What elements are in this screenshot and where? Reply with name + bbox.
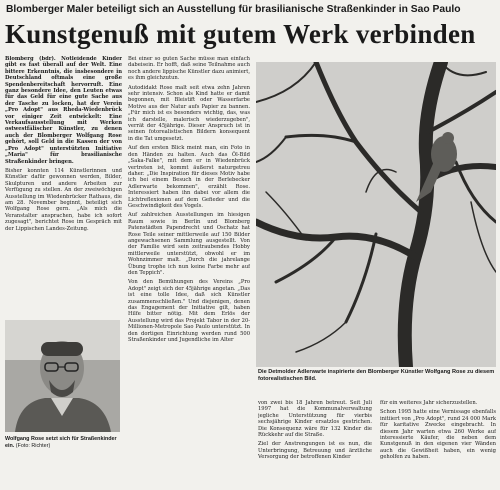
body-paragraph: Von den Bemühungen des Vereins „Pro Adopt" zeigt sich der 45jährige angetan. „Das ist eine tolle Idee, daß sich Künstler zusammenschließen." Und diejenigen, denen das Engagement der Initiative gilt, haben Hilfe bitter nötig. Mit dem Erlös der Ausstellung wird das Projekt Tabor in der 20-Millionen-Metropole Sao Paulo unterstützt. In den dortigen Einrichtung werden rund 500 Straßenkinder und Jugendliche im Alter (128, 279, 250, 344)
portrait-illustration (5, 320, 120, 432)
portrait-photo (5, 320, 120, 432)
article-column-4 (380, 400, 496, 488)
article-column-2 (128, 56, 250, 476)
portrait-caption (5, 436, 123, 450)
article-kicker: Blomberger Maler beteiligt sich an Ausstellung für brasilianische Straßenkinder in Sao Paulo (6, 4, 461, 15)
article-column-1 (5, 56, 122, 318)
body-paragraph: Autodidakt Rose malt seit etwa zehn Jahren sehr intensiv. Schon als Kind hatte er damit begonnen, mit Bleistift oder Wasserfarbe Motive aus der Natur aufs Papier zu bannen. „Für mich ist es besonders wichtig, das, was ich darstelle, malerisch wiederzugeben", verrät der 45jährige. Dieser Anspruch ist in seinen fotorealistischen Bildern konsequent in die Tat umgesetzt. (128, 84, 250, 142)
painting-photo (256, 62, 496, 367)
article-column-3 (258, 400, 372, 488)
body-paragraph: Auf den ersten Blick meint man, ein Foto in den Händen zu halten. Auch das Öl-Bild „Saka-Falke", mit dem er in Wiedenbrück vertreten ist, kommt äußerst naturgetreu daher. „Die Inspiration für dieses Motiv habe ich bei einem Besuch in der Berlebecker Adlerwarte bekommen", erzählt Rose. Interessiert haben ihn dabei vor allem die Lichtreflexionen auf dem Gefieder und die Geschwindigkeit des Vogels. (128, 145, 250, 209)
tree-painting-illustration (256, 62, 496, 367)
painting-caption: Die Detmolder Adlerwarte inspirierte den Blomberger Künstler Wolfgang Rose zu diesem fotorealistischen Bild. (258, 369, 495, 382)
body-paragraph: Bisher konnten 114 Künstlerinnen und Künstler dafür gewonnen werden, Bilder, Skulpturen und andere Arbeiten zur Verfügung zu stellen. An der zweiwöchigen Ausstellung im Wiedenbrücker Rathaus, die am 28. November beginnt, beteiligt sich Wolfgang Rose gern. „Als mich die Veranstalter ansprachen, habe ich sofort zugesagt", berichtet Rose im Gespräch mit der Lippischen Landes-Zeitung. (5, 167, 122, 232)
photo-credit: (Foto: Richter) (15, 442, 51, 449)
article-headline: Kunstgenuß mit gutem Werk verbinden (5, 19, 476, 49)
body-paragraph: von zwei bis 18 Jahren betreut. Seit Juli 1997 hat die Kommunalverwaltung jegliche Unterstützung für vierbis sechsjährige Kinder ersatzlos gestrichen. Die Konsequenz wäre für 132 Kinder die Rückkehr auf die Straße. (258, 400, 372, 439)
portrait-caption-text: Wolfgang Rose setzt sich für Straßenkinder ein. (5, 436, 117, 449)
body-paragraph: Schon 1995 hatte eine Vernissage ebenfalls initiiert von „Pro Adopt", rund 24 000 Mark für karitative Zwecke eingebracht. In diesem Jahr warten etwa 260 Werke auf interessierte Käufer, die neben dem Kunstgenuß in den eigenen vier Wänden auch die Gewißheit haben, ein wenig geholfen zu haben. (380, 409, 496, 461)
body-paragraph: Auf zahlreichen Ausstellungen im hiesigen Raum sowie in Berlin und Blomberg Patenstädten Papendrecht und Oschatz hat Rose Teile seiner mittlerweile auf 150 Bilder angewachsenen Sammlung ausgestellt. Von der Familie wird sein zeitraubendes Hobby mittlerweile unterstützt, obwohl er im Wohnzimmer malt. „Durch die jahrelange Übung trophe ich nun keine Farbe mehr auf den Teppich". (128, 212, 250, 276)
body-paragraph: Bei einer so guten Sache müsse man einfach dabeisein. Er hofft, daß seine Teilnahme auch noch andere lippische Künstler dazu animiert, es ihm gleichzutun. (128, 56, 250, 82)
lead-paragraph: Blomberg (bdr). Notleidende Kinder gibt es fast überall auf der Welt. Eine bittere Erkenntnis, die insbesondere in Deutschland oftmals eine große Spendenbereitschaft hervorruft. Eine ganz besondere Idee, den Leuten etwas für das Geld für eine gute Sache aus der Tasche zu locken, hat der Verein „Pro Adopt" aus Rheda-Wiedenbrück vor einiger Zeit entwickelt: Eine Verkaufsausstellung mit Werken ostwestfälischer Künstler, zu denen auch der Blomberger Wolfgang Rose gehört, soll Geld in die Kassen der von „Pro Adopt" unterstützten Initiative „Maria" für brasilianische Straßenkinder bringen. (5, 56, 122, 165)
body-paragraph: für ein weiteres Jahr sicherzustellen. (380, 400, 478, 406)
body-paragraph: Ziel der Anstrengungen ist es nun, die Unterbringung, Betreuung und ärztliche Versorgung der betroffenen Kinder (258, 441, 372, 461)
